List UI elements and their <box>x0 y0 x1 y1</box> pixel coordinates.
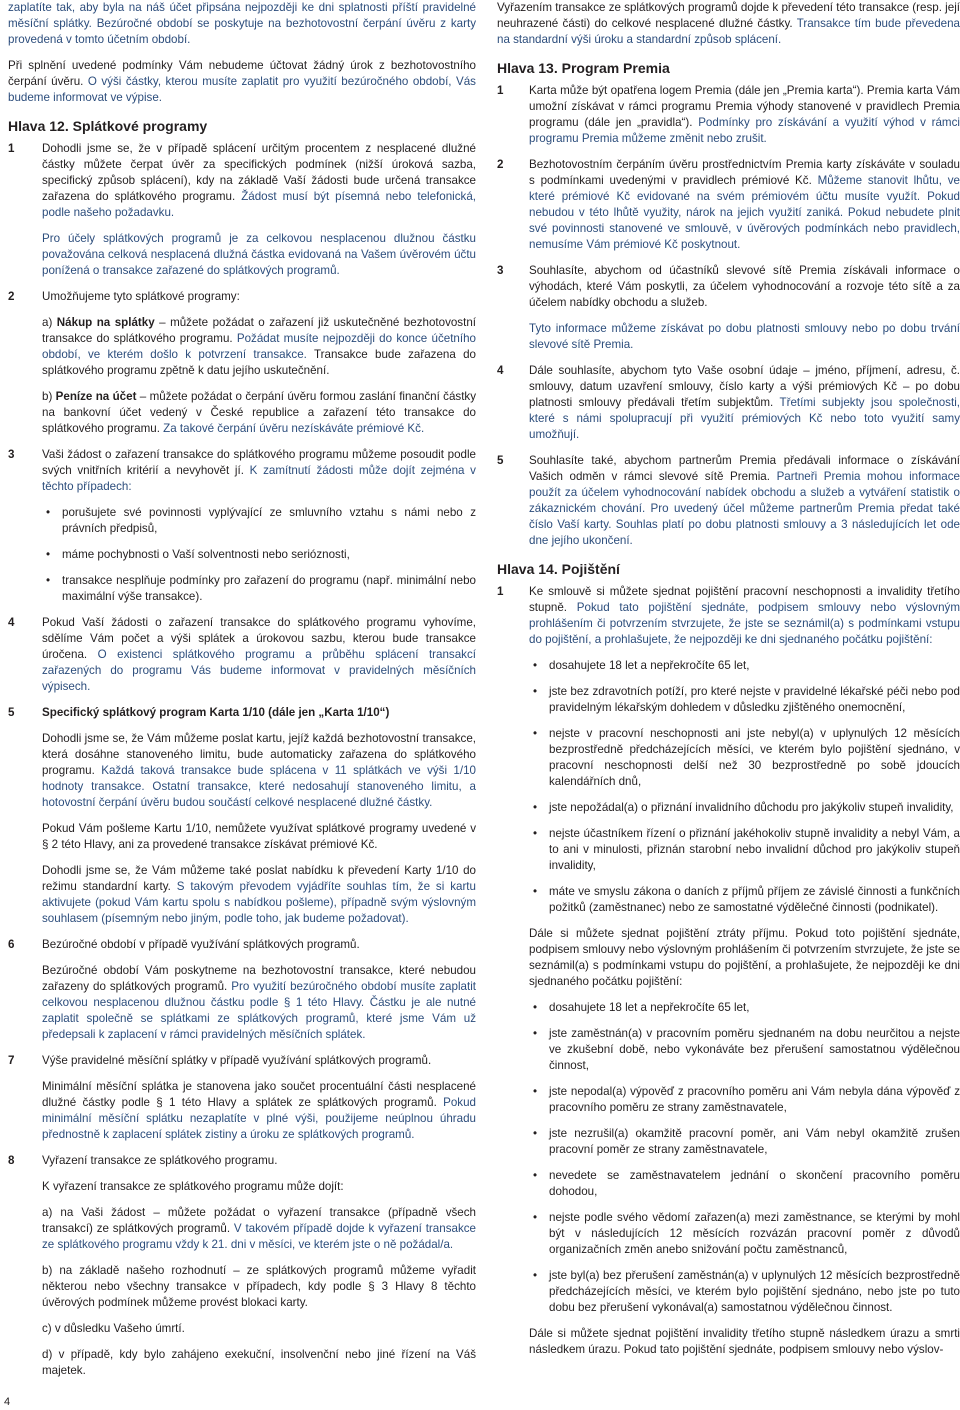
section-text-2: Pro účely splátkových programů je za celkovou nesplacenou dlužnou částku považována celková nesplacená dlužná částka evidovaná na Vašem úvěrovém účtu ponížená o transakce zařazené do splátkových programů. <box>42 232 476 277</box>
section-13-2 <box>497 157 960 253</box>
heading-hlava-14: Hlava 14. Pojištění <box>497 561 620 577</box>
text-a: Dále souhlasíte, abychom tyto Vaše osobní údaje – jméno, příjmení, adresu, č. smlouvy, datum uzavření smlouvy, číslo karty a výši prémiových Kč – po dobu platnosti smlouvy předávali třetím subjektům. <box>529 364 960 409</box>
text-b: S takovým převodem vyjádříte souhlas tím, že si kartu aktivujete (pokud Vám kartu spolu s nabídkou pošleme), případně svým výslovným souhlasem (písemným nebo jiným, podle toho, jak budeme požadovat). <box>42 880 476 925</box>
section-text <box>42 731 476 811</box>
program-a-text-c: Transakce bude zařazena do splátkového programu zpětně k datu jejího uskutečnění. <box>42 348 476 377</box>
section-text-2 <box>42 1079 476 1143</box>
text-a: Karta může být opatřena logem Premia (dále jen „Premia karta“). Premia karta Vám umožní získávat v rámci programu Premia výhody stanovené v pravidlech Premia programu (dále jen „pravidla“). <box>529 84 960 129</box>
section-12-7 <box>8 1053 476 1143</box>
text-b: Partneři Premia mohou informace použít za účelem vyhodnocování nabídek obchodu a služeb a vytváření statistik o zákaznickém chování. Pro uvedený účel můžeme partnerům Premia předat také číslo Vaší karty. Souhlas platí po dobu platnosti smlouvy a 3 následujících let ode dne jejího ukončení. <box>529 470 960 547</box>
intro-text-tint: Transakce tím bude převedena na standardní výši úroku a standardní způsob splácení. <box>497 17 960 46</box>
text-b: Pokud tato pojištění sjednáte, podpisem smlouvy nebo výslovným prohlášením či potvrzením stvrzujete, že jste se seznámil(a) s podmínkami vstupu do pojištění, a prohlašujete, že nejpozději ke dni sjednaného počátku pojištění: <box>529 601 960 646</box>
intro-text: Vyřazením transakce ze splátkových programů dojde k převedení této transakce (resp. její neuhrazené části) do celkové nesplacené dlužné částky. <box>497 1 960 30</box>
section-number: 4 <box>8 616 15 629</box>
section-text: Výše pravidelné měsíční splátky v případě využívání splátkových programů. <box>42 1054 432 1067</box>
intro-paragraph <box>497 0 960 48</box>
section-number: 6 <box>8 938 15 951</box>
list-item: • jste nepožádal(a) o přiznání invalidního důchodu pro jakýkoliv stupeň invalidity, <box>529 800 960 816</box>
prefix: b) <box>42 390 56 403</box>
section-number: 7 <box>8 1054 15 1067</box>
section-13-1 <box>497 83 960 147</box>
item-d: d) v případě, kdy bylo zahájeno exekuční, insolvenční nebo jiné řízení na Váš majetek. <box>42 1348 476 1377</box>
text-a: Dohodli jsme se, že v případě splácení určitým procentem z nesplacené dlužné částky můžete čerpat úvěr za specifických podmínek (nižší úroková sazba, specifický způsob splácení), kdy na základě Vaší žádosti bude určená transakce zařazena do splátkového programu. <box>42 142 476 203</box>
text-a: Minimální měsíční splátka je stanovena jako součet procentuální části nesplacené dlužné částky podle § 1 této Hlavy a splátek ze splátkových programů. <box>42 1080 476 1109</box>
section-12-8 <box>8 1153 476 1379</box>
program-a-text: – můžete požádat o zařazení již uskutečněné bezhotovostní transakce do splátkového programu. <box>42 316 476 345</box>
text-a: Pokud Vaší žádosti o zařazení transakce do splátkového programu vyhovíme, sdělíme Vám počet a výši splátek a úrokovou sazbu, kterou bude transakce úročena. <box>42 616 476 661</box>
section-text <box>529 453 960 549</box>
section-text: Bezúročné období v případě využívání splátkových programů. <box>42 938 360 951</box>
section-text-2: K vyřazení transakce ze splátkového programu může dojít: <box>42 1180 344 1193</box>
section-text-2 <box>42 963 476 1043</box>
conditions-list-2 <box>529 1000 960 1316</box>
section-12-3 <box>8 447 476 605</box>
item-b: b) na základě našeho rozhodnutí – ze splátkových programů můžeme vyřadit některou nebo všechny transakce v případech, kdy podle § 3 Hlavy 8 těchto úvěrových podmínek můžeme provést blokaci karty. <box>42 1264 476 1309</box>
program-a-tint: Požádat musíte nejpozději do konce účetního období, ve kterém došlo k potvrzení transakce. <box>42 332 476 361</box>
list-item: • nejste podle svého vědomí zařazen(a) mezi zaměstnance, se kterými by mohl být v následujících 12 měsících rozvázán pracovní poměr z důvodů organizačních změn anebo snižování počtu zaměstnanců, <box>529 1210 960 1258</box>
text-b: Pro využití bezúročného období musíte zaplatit celkovou nesplacenou dlužnou částku podle § 1 této Hlavy. Částku je ale nutné zaplatit společně se splátkami ze splátkových programů, které jsme Vám už předepsali k zaplacení v rámci pravidelných měsíčních splátek. <box>42 980 476 1041</box>
left-column <box>8 0 476 1389</box>
text-a: Souhlasíte také, abychom partnerům Premia předávali informace o získávání Vašich odměn v rámci slevové sítě Premia. <box>529 454 960 483</box>
section-13-5 <box>497 453 960 549</box>
program-b <box>42 389 476 437</box>
list-item: • transakce nesplňuje podmínky pro zařazení do programu (např. minimální nebo maximální výše transakce). <box>42 573 476 605</box>
section-text <box>42 615 476 695</box>
text-b: Podmínky pro získávání a využití výhod v rámci programu Premia můžeme změnit nebo zrušit. <box>529 116 960 145</box>
list-item: • jste zaměstnán(a) v pracovním poměru sjednaném na dobu neurčitou a nejste ve zkušební době, nebo vykonáváte bez přerušení samostatnou výdělečnou činnost, <box>529 1026 960 1074</box>
section-text-2: Dále si můžete sjednat pojištění ztráty příjmu. Pokud toto pojištění sjednáte, podpisem smlouvy nebo výslovným prohlášením či potvrzením stvrzujete, že jste se seznámil(a) s podmínkami vstupu do pojištění, a prohlašujete, že nejpozději ke dni sjednaného počátku pojištění: <box>529 927 960 988</box>
text-b: Můžeme stanovit lhůtu, ve které prémiové Kč evidované na svém prémiovém účtu musíte využít. Pokud nebudou v této lhůtě využity, nárok na jejich využití zaniká. Pokud nebudete plnit své povinnosti stanovené ve smlouvě, v úvěrových podmínkách nebo pravidlech, nemusíme Vám prémiové Kč poskytnout. <box>529 174 960 251</box>
heading-hlava-12: Hlava 12. Splátkové programy <box>8 118 208 134</box>
section-number: 1 <box>497 84 504 97</box>
section-text-3 <box>42 863 476 927</box>
section-12-2 <box>8 289 476 437</box>
section-text <box>529 584 960 648</box>
intro-text-tint: O výši částky, kterou musíte zaplatit pro využití bezúročného období, Vás budeme informovat ve výpise. <box>8 75 476 104</box>
section-text: Vyřazení transakce ze splátkového programu. <box>42 1154 278 1167</box>
text-a: Bezúročné období Vám poskytneme na bezhotovostní transakce, které nebudou zařazeny do splátkových programů. <box>42 964 476 993</box>
section-text <box>42 447 476 495</box>
text-b: Žádost musí být písemná nebo telefonická, podle našeho požadavku. <box>42 190 476 219</box>
section-text-2: Pokud Vám pošleme Kartu 1/10, nemůžete využívat splátkové programy uvedené v § 2 této Hlavy, ani za provedené transakce získávat prémiové Kč. <box>42 822 476 851</box>
text-a: Dohodli jsme se, že Vám můžeme také poslat nabídku k převedení Karty 1/10 do režimu standardní karty. <box>42 864 476 893</box>
program-b-tint: Za takové čerpání úvěru nezískáváte prémiové Kč. <box>163 422 425 435</box>
text-a: a) na Vaši žádost – můžete požádat o vyřazení transakce (případně všech transakcí) ze splátkových programů. <box>42 1206 476 1235</box>
text-b: Každá taková transakce bude splácena v 11 splátkách ve výši 1/10 hodnoty transakce. Ostatní transakce, které nedosahují stanoveného limitu, a hotovostní čerpání úvěru budou součástí celkové nesplacené dlužné částky. <box>42 764 476 809</box>
program-a-title: Nákup na splátky <box>56 316 155 329</box>
program-b-text: – můžete požádat o čerpání úvěru formou zaslání finanční částky na bankovní účet vedený v České republice a zařazení této transakce do splátkového programu. <box>42 390 477 435</box>
right-column <box>497 0 960 1368</box>
text-b: Pokud minimální měsíční splátku nezaplatíte v plné výši, použijeme neúplnou úhradu přednostně k zaplacení splátek zistiny a úroku ze splátkových programů. <box>42 1096 476 1141</box>
conditions-list <box>529 658 960 916</box>
section-13-4 <box>497 363 960 443</box>
section-12-5 <box>8 705 476 927</box>
intro-paragraph: zaplatíte tak, aby byla na náš účet připsána nejpozději ke dni splatnosti příští pravidelné měsíční splátky. Bezúročné období se poskytuje na bezhotovostní čerpání úvěru z karty provedená v tomto účetním období. <box>8 1 476 46</box>
list-item: • dosahujete 18 let a nepřekročíte 65 let, <box>529 1000 960 1016</box>
section-title: Specifický splátkový program Karta 1/10 (dále jen „Karta 1/10“) <box>42 706 390 719</box>
item-a <box>42 1205 476 1253</box>
text-b: V takovém případě dojde k vyřazení transakce ze splátkového programu vždy k 21. dni v měsíci, ve kterém jste o ně požádal/a. <box>42 1222 476 1251</box>
list-item: • nevedete se zaměstnavatelem jednání o skončení pracovního poměru dohodou, <box>529 1168 960 1200</box>
list-item: • dosahujete 18 let a nepřekročíte 65 let, <box>529 658 960 674</box>
section-14-1 <box>497 584 960 1358</box>
item-c: c) v důsledku Vašeho úmrtí. <box>42 1322 185 1335</box>
list-item: • nejste účastníkem řízení o přiznání jakéhokoliv stupně invalidity a nebyl Vám, a to ani v minulosti, přiznán starobní nebo invalidní důchod pro jakýkoliv stupeň invalidity, <box>529 826 960 874</box>
section-text <box>42 141 476 221</box>
intro-paragraph-2 <box>8 58 476 106</box>
list-item: • jste bez zdravotních potíží, pro které nejste v pravidelné lékařské péči nebo pod pravidelným lékařským dohledem v důsledku zjištěného onemocnění, <box>529 684 960 716</box>
text-a: Bezhotovostním čerpáním úvěru prostřednictvím Premia karty získáváte v souladu s podmínkami uvedenými v pravidlech prémiové Kč. <box>529 158 960 187</box>
section-number: 2 <box>497 158 504 171</box>
program-b-title: Peníze na účet <box>55 390 137 403</box>
section-text <box>529 363 960 443</box>
text-b: K zamítnutí žádosti může dojít zejména v těchto případech: <box>42 464 476 493</box>
intro-text: Při splnění uvedené podmínky Vám nebudeme účtovat žádný úrok z bezhotovostního čerpání úvěru. <box>8 59 476 88</box>
section-13-3 <box>497 263 960 353</box>
section-text: Souhlasíte, abychom od účastníků slevové sítě Premia získávali informace o výhodách, které Vám poskytli, za účelem vyhodnocování a rozvoje této sítě a za účelem nabídky obchodu a služeb. <box>529 264 960 309</box>
heading-hlava-13: Hlava 13. Program Premia <box>497 60 670 76</box>
text-a: Dohodli jsme se, že Vám můžeme poslat kartu, jejíž každá bezhotovostní transakce, která dosáhne stanoveného limitu, bude automaticky zařazena do splátkového programu. <box>42 732 476 777</box>
list-item: • máme pochybnosti o Vaší solventnosti nebo serióznosti, <box>42 547 476 563</box>
section-text-3: Dále si můžete sjednat pojištění invalidity třetího stupně následkem úrazu a smrti následkem úrazu. Pokud tato pojištění sjednáte, podpisem smlouvy nebo výslov- <box>529 1327 960 1356</box>
section-number: 1 <box>497 585 504 598</box>
text-a: Ke smlouvě si můžete sjednat pojištění pracovní neschopnosti a invalidity třetího stupně. <box>529 585 960 614</box>
section-number: 8 <box>8 1154 15 1167</box>
section-number: 3 <box>497 264 504 277</box>
section-12-1 <box>8 141 476 279</box>
text-a: Vaši žádost o zařazení transakce do splátkového programu můžeme posoudit podle svých vnitřních kritérií a nevyhovět jí. <box>42 448 476 477</box>
text-b: Třetími subjekty jsou společnosti, které s námi spolupracují při využití prémiových Kč nebo toto využití samy umožňují. <box>529 396 960 441</box>
section-number: 1 <box>8 142 15 155</box>
list-item: • máte ve smyslu zákona o daních z příjmů příjem ze závislé činnosti a funkčních požitků (zaměstnanec) nebo ze samostatné výdělečné činnosti (podnikatel). <box>529 884 960 916</box>
prefix: a) <box>42 316 57 329</box>
section-text <box>529 157 960 253</box>
program-a <box>42 315 476 379</box>
section-number: 2 <box>8 290 15 303</box>
section-12-4 <box>8 615 476 695</box>
page-number: 4 <box>4 1396 11 1408</box>
section-number: 4 <box>497 364 504 377</box>
section-12-6 <box>8 937 476 1043</box>
list-item: • jste byl(a) bez přerušení zaměstnán(a) v uplynulých 12 měsících bezprostředně předcházejících měsíci, ve kterém bylo pojištění sjednáno, nebo jste po tuto dobu bez přerušení vykonával(a) samostatnou výdělečnou činnost. <box>529 1268 960 1316</box>
refusal-list <box>42 505 476 605</box>
section-text <box>529 83 960 147</box>
section-number: 5 <box>497 454 504 467</box>
section-text-2: Tyto informace můžeme získávat po dobu platnosti smlouvy nebo po dobu trvání slevové sítě Premia. <box>529 322 960 351</box>
section-number: 5 <box>8 706 15 719</box>
list-item: • jste nezrušil(a) okamžitě pracovní poměr, ani Vám nebyl okamžitě zrušen pracovní poměr ze strany zaměstnavatele, <box>529 1126 960 1158</box>
list-item: • nejste v pracovní neschopnosti ani jste nebyl(a) v uplynulých 12 měsících bezprostředně předcházejících měsíci, ve kterém bylo pojištění sjednáno, v pracovní neschopnosti delší než 30 bezprostředně po sobě jdoucích kalendářních dnů, <box>529 726 960 790</box>
list-item: • jste nepodal(a) výpověď z pracovního poměru ani Vám nebyla dána výpověď z pracovního poměru ze strany zaměstnavatele, <box>529 1084 960 1116</box>
list-item: • porušujete své povinnosti vyplývající ze smluvního vztahu s námi nebo z právních předpisů, <box>42 505 476 537</box>
section-text: Umožňujeme tyto splátkové programy: <box>42 290 240 303</box>
section-number: 3 <box>8 448 15 461</box>
text-b: O existenci splátkového programu a průběhu splácení transakcí zařazených do programu Vás budeme informovat v pravidelných měsíčních výpisech. <box>42 648 476 693</box>
